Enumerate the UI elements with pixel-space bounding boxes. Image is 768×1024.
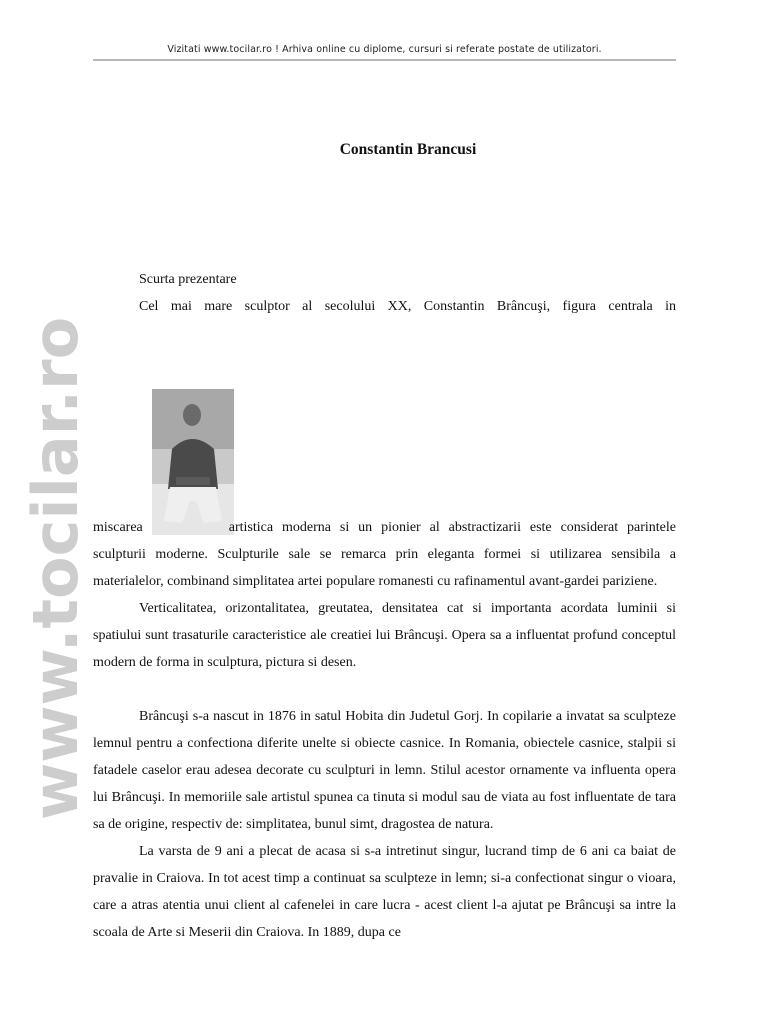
header-divider [93,59,676,61]
intro-line: Cel mai mare sculptor al secolului XX, Constantin Brâncuşi, figura centrala in [139,299,676,314]
main-text [93,514,676,946]
paragraph-2: Verticalitatea, orizontalitatea, greutatea, densitatea cat si importanta acordata luminii si spatiului sunt trasaturile caracteristice ale creatiei lui Brâncuşi. Opera sa a influentat profund conceptul modern de forma in sculptura, pictura si desen. [93,601,676,670]
paragraph-4: La varsta de 9 ani a plecat de acasa si s-a intretinut singur, lucrand timp de 6 ani ca baiat de pravalie in Craiova. In tot acest timp a continuat sa sculpteze in lemn; si-a confectionat singur o vioara, care a atras atentia unui client al cafenelei in care lucra - acest client l-a ajutat pe Brâncuşi sa intre la scoala de Arte si Meserii din Craiova. In 1889, dupa ce [93,844,676,940]
section-label: Scurta prezentare [139,272,237,287]
paragraph-1-rest: artistica moderna si un pionier al abstractizarii este considerat parintele sculpturii moderne. Sculpturile sale se remarca prin eleganta formei si utilizarea sensibila a materialelor, combinand simplitatea artei populare romanesti cu rafinamentul avant-gardei pariziene. [93,520,676,589]
paragraph-3: Brâncuşi s-a nascut in 1876 in satul Hobita din Judetul Gorj. In copilarie a invatat sa sculpteze lemnul pentru a confectiona diferite unelte si obiecte casnice. In Romania, obiectele casnice, stalpii si fatadele caselor erau adesea decorate cu sculpturi in lemn. Stilul acestor ornamente va influenta opera lui Brâncuşi. In memoriile sale artistul spunea ca tinuta si modul sau de viata au fost influentate de tara sa de origine, respectiv de: simplitatea, bunul simt, dragostea de natura. [93,709,676,832]
paragraph-1-start: miscarea [93,520,143,535]
watermark: www.tocilar.ro [19,316,92,820]
intro-block [93,266,676,320]
document-title: Constantin Brancusi [339,141,477,158]
page-header: Vizitati www.tocilar.ro ! Arhiva online cu diplome, cursuri si referate postate de utilizatori. [167,44,602,55]
paragraph-1 [93,514,676,595]
